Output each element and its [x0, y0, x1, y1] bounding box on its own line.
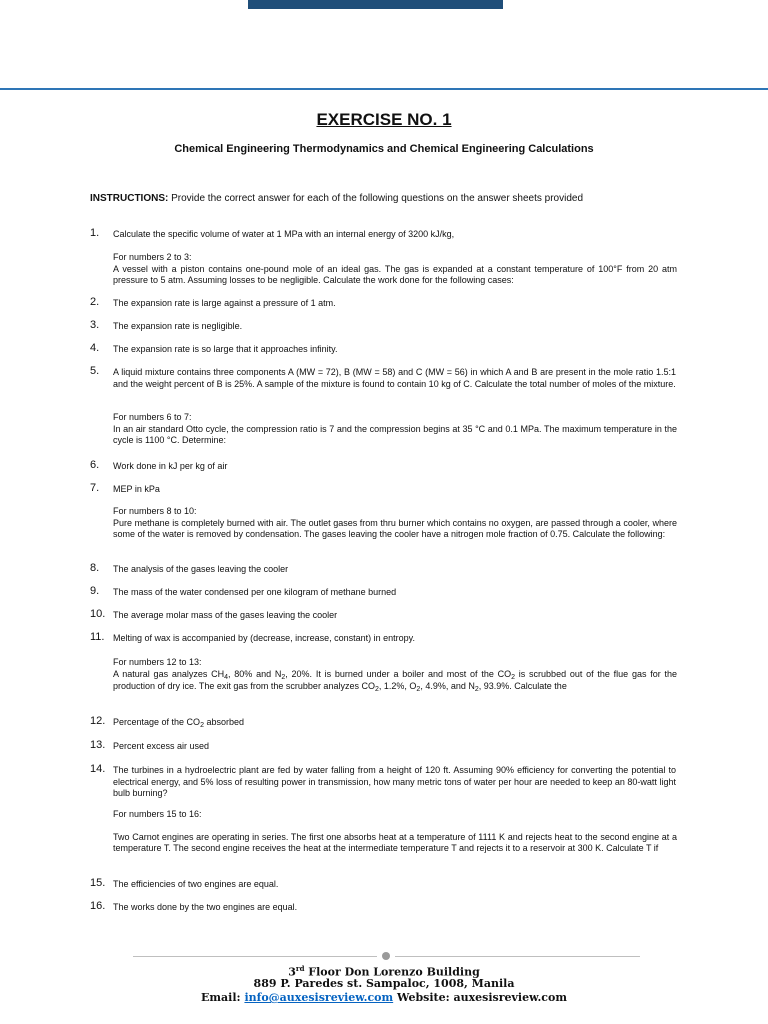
- text-segment: absorbed: [203, 717, 244, 727]
- text-segment: 3: [288, 965, 296, 979]
- question-text: The mass of the water condensed per one kilogram of methane burned: [113, 587, 397, 597]
- question-number: 8.: [90, 562, 100, 574]
- question-text: The expansion rate is so large that it approaches infinity.: [113, 344, 338, 354]
- subscript: 2: [474, 686, 479, 693]
- header-rule: [0, 88, 768, 90]
- footer-divider-dot: [382, 952, 390, 960]
- instructions: [90, 193, 710, 204]
- question-text: Calculate the specific volume of water at 1 MPa with an internal energy of 3200 kJ/kg,: [113, 229, 455, 239]
- website-text: Website: auxesisreview.com: [393, 991, 567, 1004]
- group-15-16: [113, 809, 677, 855]
- question-text: The turbines in a hydroelectric plant are fed by water falling from a height of 120 ft. Assuming 90% efficiency for converting the potential to electrical energy, and 5% loss of resulting power in transmission, how many metric tons of water per hour are needed to keep an 80-watt light bulb burning?: [113, 765, 676, 798]
- question-number: 16.: [90, 900, 106, 912]
- text-segment: Percentage of the CO: [113, 717, 201, 727]
- question-text: [113, 717, 676, 730]
- question-number: 3.: [90, 319, 100, 331]
- footer-address-line2: 889 P. Paredes st. Sampaloc, 1008, Manila: [253, 977, 515, 990]
- subscript: 4: [224, 673, 229, 681]
- question-number: 12.: [90, 715, 106, 727]
- superscript: rd: [295, 964, 305, 973]
- question-text: The expansion rate is negligible.: [113, 321, 243, 331]
- header-bar: [248, 0, 503, 9]
- question-text: Percent excess air used: [113, 741, 210, 751]
- group-heading: For numbers 15 to 16:: [113, 809, 202, 819]
- group-12-13: [113, 657, 677, 694]
- footer-divider-left: [133, 956, 377, 957]
- question-text: Work done in kJ per kg of air: [113, 461, 228, 471]
- question-number: 6.: [90, 459, 100, 471]
- group-2-3: [113, 252, 677, 287]
- group-heading: For numbers 2 to 3:: [113, 252, 192, 262]
- question-text: The average molar mass of the gases leaving the cooler: [113, 610, 338, 620]
- group-heading: For numbers 6 to 7:: [113, 412, 192, 422]
- group-text: Pure methane is completely burned with air. The outlet gases from thru burner which contains no oxygen, are passed through a cooler, where some of the water is removed by condensation. The gases leaving the cooler have a nitrogen mole fraction of 0.75. Calculate the following:: [113, 517, 677, 539]
- subscript: 2: [200, 722, 204, 729]
- text-segment: , 20%. It is burned under a boiler and most of the CO: [285, 668, 512, 679]
- group-text: A vessel with a piston contains one-pound mole of an ideal gas. The gas is expanded at a constant temperature of 100°F from 20 atm pressure to 5 atm. Assuming losses to be negligible. Calculate the work done for the following cases:: [113, 263, 677, 285]
- group-6-7: [113, 412, 677, 447]
- group-heading: For numbers 12 to 13:: [113, 657, 202, 667]
- email-link[interactable]: info@auxesisreview.com: [244, 991, 394, 1004]
- group-text: [113, 669, 677, 694]
- question-number: 7.: [90, 482, 100, 494]
- subscript: 2: [416, 686, 421, 693]
- subscript: 2: [281, 673, 286, 681]
- question-number: 2.: [90, 296, 100, 308]
- email-label: Email:: [201, 991, 245, 1004]
- question-number: 10.: [90, 608, 106, 620]
- exercise-subtitle: Chemical Engineering Thermodynamics and Chemical Engineering Calculations: [174, 143, 594, 155]
- question-number: 15.: [90, 877, 106, 889]
- question-number: 14.: [90, 763, 106, 775]
- question-number: 11.: [90, 631, 105, 643]
- subscript: 2: [374, 686, 379, 693]
- subscript: 2: [511, 673, 516, 681]
- question-text: The analysis of the gases leaving the cooler: [113, 564, 289, 574]
- text-segment: Floor Don Lorenzo Building: [304, 965, 480, 979]
- instructions-text: Provide the correct answer for each of the following questions on the answer sheets provided: [168, 193, 584, 204]
- footer-divider-right: [395, 956, 640, 957]
- text-segment: , 1.2%, O: [378, 681, 417, 691]
- question-text: The expansion rate is large against a pressure of 1 atm.: [113, 298, 336, 308]
- question-text: The works done by the two engines are equal.: [113, 902, 298, 912]
- exercise-title: EXERCISE NO. 1: [316, 110, 452, 129]
- text-segment: , 80% and N: [228, 668, 282, 679]
- group-heading: For numbers 8 to 10:: [113, 506, 197, 516]
- question-text: Melting of wax is accompanied by (decrease, increase, constant) in entropy.: [113, 633, 415, 643]
- text-segment: A natural gas analyzes CH: [113, 668, 225, 679]
- question-number: 5.: [90, 365, 100, 377]
- text-segment: , 93.9%. Calculate the: [478, 681, 567, 691]
- group-8-10: [113, 506, 677, 541]
- text-segment: is scrubbed out of the flue gas for the production of dry ice. The exit gas from the scrubber analyzes CO: [113, 668, 678, 691]
- question-number: 9.: [90, 585, 100, 597]
- question-number: 13.: [90, 739, 106, 751]
- text-segment: , 4.9%, and N: [420, 681, 475, 691]
- question-text: A liquid mixture contains three components A (MW = 72), B (MW = 58) and C (MW = 56) in which A and B are present in the mole ratio 1.5:1 and the weight percent of B is 25%. A sample of the mixture is found to contain 10 kg of C. Calculate the total number of moles of the mixture.: [113, 367, 676, 389]
- group-text: In an air standard Otto cycle, the compression ratio is 7 and the compression begins at 35 °C and 0.1 MPa. The maximum temperature in the cycle is 1100 °C. Determine:: [113, 423, 677, 445]
- question-number: 4.: [90, 342, 100, 354]
- group-text: Two Carnot engines are operating in series. The first one absorbs heat at a temperature of 1111 K and rejects heat to the second engine at a temperature T. The second engine receives the heat at the intermediate temperature T and rejects it to a reservoir at 300 K. Calculate T if: [113, 831, 677, 853]
- question-number: 1.: [90, 227, 100, 239]
- question-text: The efficiencies of two engines are equal.: [113, 879, 279, 889]
- instructions-label: INSTRUCTIONS:: [90, 193, 169, 204]
- question-text: MEP in kPa: [113, 484, 160, 494]
- footer-contact: [0, 991, 768, 1004]
